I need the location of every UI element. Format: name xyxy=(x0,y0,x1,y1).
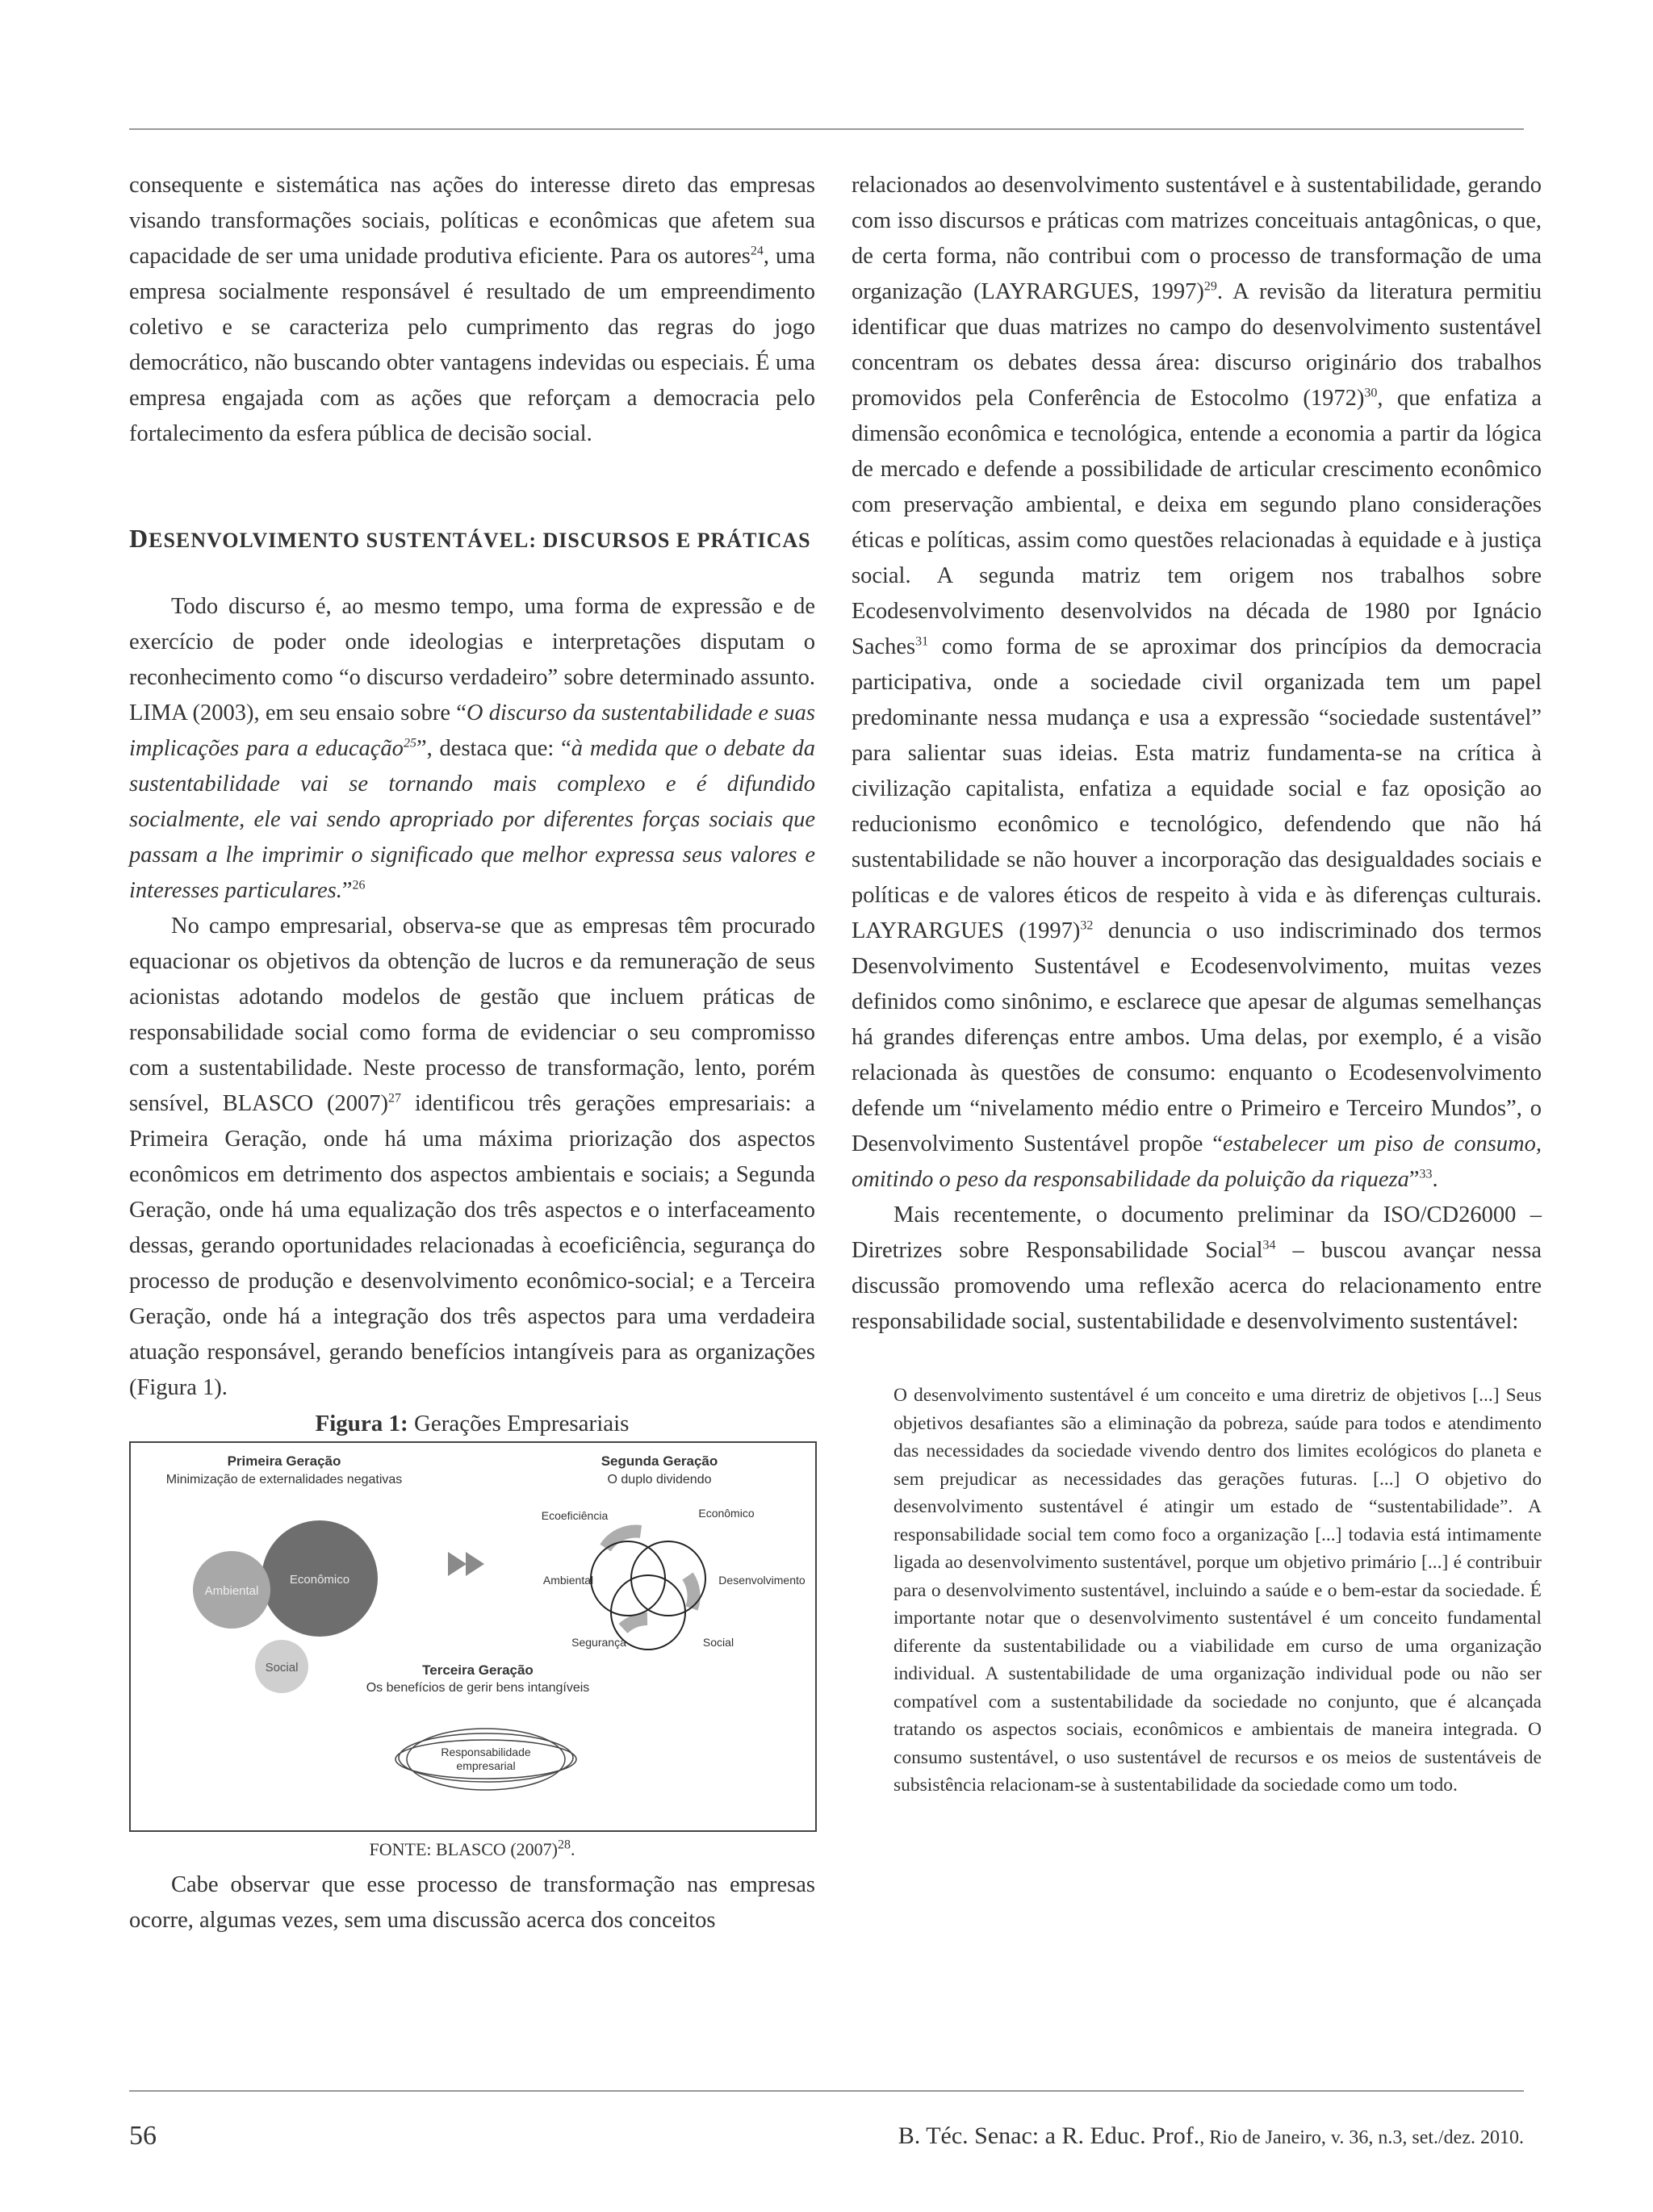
label-ambiental: Ambiental xyxy=(204,1584,259,1598)
v-economico: Econômico xyxy=(698,1507,755,1520)
figure-1 xyxy=(129,1441,817,1832)
left-column xyxy=(129,168,815,1938)
right-paragraph-1: relacionados ao desenvolvimento sustentável e à sustentabilidade, gerando com isso discursos e práticas com matrizes conceituais antagônicas, o que, de certa forma, não contribui com o processo de transformação de uma organização (LAYRARGUES, 1997)$^{29}$. A revisão da literatura permitiu identificar que duas matrizes no campo do desenvolvimento sustentável concentram os debates dessa área: discurso originário dos trabalhos promovidos pela Conferência de Estocolmo $(1972)^{30}$, que enfatiza a dimensão econômica e tecnológica, entende a economia a partir da lógica de mercado e defende a possibilidade de articular crescimento econômico com preservação ambiental, e deixa em segundo plano considerações éticas e políticas, assim como questões relacionadas à equidade e à justiça social. A segunda matriz tem origem nos trabalhos sobre Ecodesenvolvimento desenvolvidos na década de 1980 por Ignácio Saches$^{31}$ como forma de se aproximar dos princípios da democracia participativa, onde a sociedade civil organizada tem um papel predominante nessa mudança e usa a expressão “sociedade sustentável” para salientar suas ideias. Esta matriz fundamenta-se na crítica à civilização capitalista, enfatiza a equidade social e faz oposição ao reducionismo econômico e tecnológico, defendendo que não há sustentabilidade se não houver a incorporação das desigualdades sociais e políticas e de valores éticos de respeito à vida e às diferenças culturais. LAYRARGUES $(1997)^{32}$ denuncia o uso indiscriminado dos termos Desenvolvimento Sustentável e Ecodesenvolvimento, muitas vezes definidos como sinônimo, e esclarece que apesar de algumas semelhanças há grandes diferenças entre ambos. Uma delas, por exemplo, é a visão relacionada às questões de consumo: enquanto o Ecodesenvolvimento defende um “nivelamento médio entre o Primeiro e Terceiro Mundos”, o Desenvolvimento Sustentável propõe “estabelecer um piso de consumo, omitindo o peso da responsabilidade da poluição da riqueza”$^{33}$. xyxy=(852,173,1542,1192)
v-seguranca: Segurança xyxy=(571,1636,626,1649)
left-paragraph-2: Todo discurso é, ao mesmo tempo, uma forma de expressão e de exercício de poder onde ideologias e interpretações disputam o reconhecimento como “o discurso verdadeiro” sobre determinado assunto. LIMA (2003), em seu ensaio sobre “O discurso da sustentabilidade e suas implicações para a educação$^{25}$”, destaca que: “à medida que o debate da sustentabilidade vai se tornando mais complexo e é difundido socialmente, ele vai sendo apropriado por diferentes forças sociais que passam a lhe imprimir o significado que melhor expressa seus valores e interesses particulares.”$^{26}$ xyxy=(129,594,815,903)
bottom-rule xyxy=(129,2090,1524,2092)
block-quote: O desenvolvimento sustentável é um conceito e uma diretriz de objetivos [...] Seus objetivos desafiantes são a eliminação da pobreza, saúde para todos e atendimento das necessidades da sociedade vivendo dentro dos limites ecológicos do planeta e sem prejudicar as necessidades das gerações futuras. [...] O objetivo do desenvolvimento sustentável é atingir um estado de “sustentabilidade”. A responsabilidade social tem como foco a organização [...] todavia está intimamente ligada ao desenvolvimento sustentável, porque um objetivo primário [...] é contribuir para o desenvolvimento sustentável, incluindo a saúde e o bem-estar da sociedade. É importante notar que o desenvolvimento sustentável é um conceito fundamental diferente da sustentabilidade ou a viabilidade em curso de uma organização individual. A sustentabilidade de uma organização individual pode ou não ser compatível com a sustentabilidade da sociedade no conjunto, que é alcançada tratando os aspectos sociais, econômicos e ambientais de maneira integrada. O consumo sustentável, o uso sustentável de recursos e os meios de sustentáveis de subsistência relacionam-se à sustentabilidade da sociedade como um todo. xyxy=(893,1385,1542,1796)
v-social: Social xyxy=(702,1636,734,1649)
g3-title: Terceira Geração xyxy=(422,1662,534,1678)
left-paragraph-3: No campo empresarial, observa-se que as empresas têm procurado equacionar os objetivos da obtenção de lucros e da remuneração de seus acionistas adotando modelos de gestão que incluem práticas de responsabilidade social como forma de evidenciar o seu compromisso com a sustentabilidade. Neste processo de transformação, lento, porém sensível, BLASCO $(2007)^{27}$ identificou três gerações empresariais: a Primeira Geração, onde há uma máxima priorização dos aspectos econômicos em detrimento dos aspectos ambientais e sociais; a Segunda Geração, onde há uma equalização dos três aspectos e o interfaceamento dessas, gerando oportunidades relacionadas à ecoeficiência, segurança do processo de produção e desenvolvimento econômico-social; e a Terceira Geração, onde há a integração dos três aspectos para uma verdadeira atuação responsável, gerando benefícios intangíveis para as organizações (Figura 1). xyxy=(129,914,815,1400)
arrow-icon-2 xyxy=(466,1552,484,1576)
journal-reference: B. Téc. Senac: a R. Educ. Prof., Rio de Janeiro, v. 36, n.3, set./dez. 2010. xyxy=(898,2122,1524,2149)
label-social: Social xyxy=(265,1661,299,1675)
v-desenvolvimento: Desenvolvimento xyxy=(718,1574,806,1587)
g3-subtitle: Os benefícios de gerir bens intangíveis xyxy=(366,1681,590,1695)
resp-line-1: Responsabilidade xyxy=(441,1746,531,1758)
v-ecoeficiencia: Ecoeficiência xyxy=(541,1509,609,1522)
right-column xyxy=(852,168,1542,1800)
venn-circle-1 xyxy=(591,1541,665,1616)
v-ambiental: Ambiental xyxy=(542,1574,594,1587)
section-heading: DESENVOLVIMENTO SUSTENTÁVEL: DISCURSOS E PRÁTICAS xyxy=(129,524,811,553)
g2-title: Segunda Geração xyxy=(601,1453,718,1469)
right-paragraph-2: Mais recentemente, o documento preliminar da ISO/CD26000 – Diretrizes sobre Responsabilidade Social$^{34}$ – buscou avançar nessa discussão promovendo uma reflexão acerca do relacionamento entre responsabilidade social, sustentabilidade e desenvolvimento sustentável: xyxy=(852,1202,1542,1334)
left-paragraph-4: Cabe observar que esse processo de transformação nas empresas ocorre, algumas vezes, sem uma discussão acerca dos conceitos xyxy=(129,1872,815,1933)
label-economico: Econômico xyxy=(289,1573,350,1587)
resp-line-2: empresarial xyxy=(456,1759,516,1772)
arrow-icon xyxy=(448,1552,467,1576)
page-number: 56 xyxy=(129,2121,157,2151)
left-paragraph-1: consequente e sistemática nas ações do interesse direto das empresas visando transformações sociais, políticas e econômicas que afetem sua capacidade de ser uma unidade produtiva eficiente. Para os autores$^{24}$, uma empresa socialmente responsável é resultado de um empreendimento coletivo e se caracteriza pelo cumprimento das regras do jogo democrático, não buscando obter vantagens indevidas ou especiais. É uma empresa engajada com as ações que reforçam a democracia pelo fortalecimento da esfera pública de decisão social. xyxy=(129,173,815,446)
g2-subtitle: O duplo dividendo xyxy=(607,1473,712,1487)
figure-caption: Figura 1: Gerações Empresariais xyxy=(315,1411,630,1436)
figure-source: FONTE: BLASCO $(2007)^{28}$. xyxy=(369,1838,575,1859)
g1-subtitle: Minimização de externalidades negativas xyxy=(165,1473,403,1487)
g1-title: Primeira Geração xyxy=(227,1453,341,1469)
top-rule xyxy=(129,128,1524,130)
